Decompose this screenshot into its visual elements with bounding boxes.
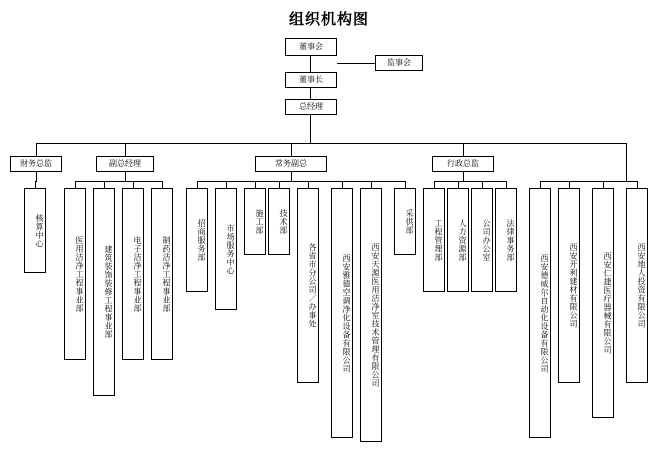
- leaf-node-4[interactable]: 制药洁净工程事业部: [151, 188, 173, 360]
- leaf-connector-4: [162, 181, 163, 188]
- leaf-node-10[interactable]: 西安雅德空调净化设备有限公司: [331, 188, 353, 438]
- leaf-connector-11: [371, 181, 372, 188]
- director-node-2[interactable]: 常务副总: [255, 156, 327, 172]
- leaf-connector-12: [405, 181, 406, 188]
- leaf-connector-2: [104, 181, 105, 188]
- leaf-node-15[interactable]: 公司办公室: [471, 188, 493, 292]
- leaf-node-8[interactable]: 技术部: [268, 188, 290, 255]
- leaf-connector-14: [458, 181, 459, 188]
- leaf-node-2[interactable]: 建筑装饰装修工程事业部: [93, 188, 115, 396]
- leaf-node-1[interactable]: 医用洁净工程事业部: [64, 188, 86, 360]
- leaf-connector-18: [569, 181, 570, 188]
- leaf-connector-9: [308, 181, 309, 188]
- director-node-1[interactable]: 副总经理: [96, 156, 154, 172]
- leaf-node-18[interactable]: 西安开利建材有限公司: [558, 188, 580, 383]
- connector-gm-bus: [310, 115, 311, 143]
- leaf-connector-8: [279, 181, 280, 188]
- leaf-connector-20: [637, 181, 638, 188]
- connector-chairman-supervisor: [337, 63, 375, 64]
- connector-director3-drop: [463, 172, 464, 181]
- leaf-connector-0: [35, 181, 36, 188]
- sub-bus-2: [197, 181, 405, 182]
- leaf-connector-16: [506, 181, 507, 188]
- connector-board-chairman: [310, 56, 311, 72]
- connector-bus-director-0: [36, 143, 37, 156]
- leaf-connector-10: [342, 181, 343, 188]
- node-general-manager[interactable]: 总经理: [285, 99, 337, 115]
- leaf-connector-1: [75, 181, 76, 188]
- leaf-connector-19: [603, 181, 604, 188]
- connector-director2-drop: [291, 172, 292, 181]
- node-chairman[interactable]: 董事长: [285, 72, 337, 88]
- connector-director0-drop: [36, 172, 37, 181]
- sub-bus-3: [434, 181, 506, 182]
- connector-bus-director-1: [125, 143, 126, 156]
- leaf-node-14[interactable]: 人力资源部: [447, 188, 469, 292]
- leaf-connector-7: [255, 181, 256, 188]
- leaf-node-6[interactable]: 市场服务中心: [215, 188, 237, 310]
- leaf-node-3[interactable]: 电子洁净工程事业部: [122, 188, 144, 360]
- director-node-0[interactable]: 财务总监: [10, 156, 62, 172]
- sub-bus-1: [75, 181, 163, 182]
- leaf-connector-3: [133, 181, 134, 188]
- connector-bus-director-3: [463, 143, 464, 156]
- leaf-connector-5: [197, 181, 198, 188]
- leaf-connector-6: [226, 181, 227, 188]
- leaf-node-9[interactable]: 各省市分公司／办事处: [297, 188, 319, 383]
- connector-chairman-gm: [310, 88, 311, 99]
- leaf-node-16[interactable]: 法律事务部: [495, 188, 517, 292]
- sub-bus-right: [540, 181, 637, 182]
- leaf-node-20[interactable]: 西安地人投资有限公司: [626, 188, 648, 383]
- connector-director1-drop: [125, 172, 126, 181]
- leaf-node-19[interactable]: 西安仁捷医疗器械有限公司: [592, 188, 614, 418]
- connector-bus-director-2: [291, 143, 292, 156]
- leaf-node-13[interactable]: 工程管理部: [423, 188, 445, 292]
- leaf-connector-15: [482, 181, 483, 188]
- leaf-node-11[interactable]: 西安天源医用洁净室技术管理有限公司: [360, 188, 382, 442]
- director-node-3[interactable]: 行政总监: [432, 156, 494, 172]
- page-title: 组织机构图: [288, 10, 369, 28]
- leaf-connector-13: [434, 181, 435, 188]
- leaf-node-12[interactable]: 采供部: [394, 188, 416, 255]
- leaf-node-5[interactable]: 招商服务部: [186, 188, 208, 292]
- leaf-connector-17: [540, 181, 541, 188]
- node-board[interactable]: 董事会: [285, 38, 337, 56]
- node-supervisor-board[interactable]: 监事会: [375, 55, 423, 71]
- connector-bus-right-end: [626, 143, 627, 181]
- leaf-node-17[interactable]: 西安德威尔自动化设备有限公司: [529, 188, 551, 438]
- leaf-node-7[interactable]: 施工部: [244, 188, 266, 255]
- leaf-node-0[interactable]: 核算中心: [24, 188, 46, 273]
